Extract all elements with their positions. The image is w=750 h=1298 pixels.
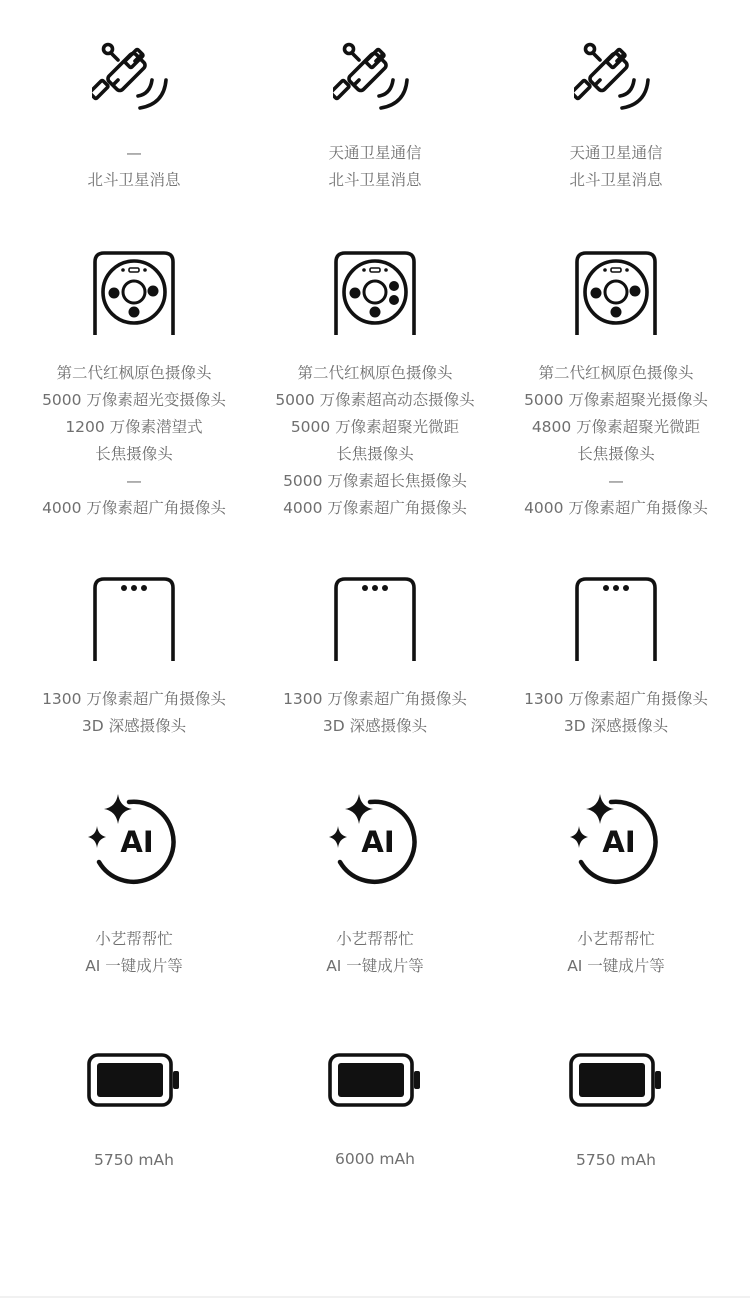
svg-text:AI: AI [361,825,395,859]
front-camera-line: 1300 万像素超广角摄像头 [283,690,467,708]
rear-camera-module-icon [495,250,737,336]
front-camera-line: 3D 深感摄像头 [81,717,187,735]
rear-camera-section [0,250,750,540]
front-camera-section [0,576,750,746]
front-camera-phone-icon [13,576,255,662]
ai-line: 小艺帮帮忙 [95,930,173,948]
satellite-text [495,140,737,194]
camera-line: 5000 万像素超长焦摄像头 [283,472,467,490]
front-camera-line: 3D 深感摄像头 [322,717,428,735]
camera-line: 4000 万像素超广角摄像头 [283,499,467,517]
camera-line: — [608,472,624,490]
battery-text [495,1147,737,1174]
rear-camera-text [254,360,496,522]
camera-line: 第二代红枫原色摄像头 [56,364,212,382]
battery-section [0,1050,750,1190]
camera-line: 长焦摄像头 [336,445,414,463]
satellite-line: 北斗卫星消息 [569,171,663,189]
satellite-line: 天通卫星通信 [569,144,663,162]
camera-line: 5000 万像素超光变摄像头 [42,391,226,409]
battery-icon [13,1052,255,1108]
battery-capacity: 5750 mAh [576,1151,656,1169]
camera-line: 5000 万像素超高动态摄像头 [275,391,475,409]
ai-line: 小艺帮帮忙 [336,930,414,948]
ai-line: AI 一键成片等 [567,957,665,975]
satellite-line: 天通卫星通信 [328,144,422,162]
camera-line: 第二代红枫原色摄像头 [297,364,453,382]
ai-assistant-icon [495,790,737,890]
front-camera-text [254,686,496,740]
camera-line: 长焦摄像头 [577,445,655,463]
battery-capacity: 5750 mAh [94,1151,174,1169]
camera-line: 长焦摄像头 [95,445,173,463]
camera-line: — [126,472,142,490]
rear-camera-text [13,360,255,522]
ai-text [254,926,496,980]
camera-line: 4000 万像素超广角摄像头 [42,499,226,517]
satellite-icon [495,32,737,116]
battery-text [13,1147,255,1174]
front-camera-line: 1300 万像素超广角摄像头 [42,690,226,708]
ai-assistant-icon [13,790,255,890]
satellite-text [254,140,496,194]
satellite-section [0,0,750,230]
satellite-line: 北斗卫星消息 [87,171,181,189]
camera-line: 5000 万像素超聚光微距 [290,418,460,436]
front-camera-line: 1300 万像素超广角摄像头 [524,690,708,708]
battery-icon [495,1052,737,1108]
svg-text:AI: AI [120,825,154,859]
camera-line: 第二代红枫原色摄像头 [538,364,694,382]
satellite-text [13,140,255,194]
battery-capacity: 6000 mAh [335,1150,415,1168]
rear-camera-module-icon [254,250,496,336]
battery-icon [254,1052,496,1108]
rear-camera-text [495,360,737,522]
ai-line: AI 一键成片等 [326,957,424,975]
satellite-icon [13,32,255,116]
ai-assistant-icon [254,790,496,890]
svg-text:AI: AI [602,825,636,859]
camera-line: 4800 万像素超聚光微距 [531,418,701,436]
battery-text [254,1146,496,1173]
camera-line: 4000 万像素超广角摄像头 [524,499,708,517]
camera-line: 5000 万像素超聚光摄像头 [524,391,708,409]
ai-text [13,926,255,980]
front-camera-phone-icon [495,576,737,662]
satellite-icon [254,32,496,116]
ai-line: 小艺帮帮忙 [577,930,655,948]
front-camera-text [13,686,255,740]
satellite-line: — [126,144,142,162]
front-camera-phone-icon [254,576,496,662]
ai-text [495,926,737,980]
front-camera-text [495,686,737,740]
rear-camera-module-icon [13,250,255,336]
ai-line: AI 一键成片等 [85,957,183,975]
ai-section [0,790,750,990]
front-camera-line: 3D 深感摄像头 [563,717,669,735]
camera-line: 1200 万像素潜望式 [65,418,203,436]
satellite-line: 北斗卫星消息 [328,171,422,189]
